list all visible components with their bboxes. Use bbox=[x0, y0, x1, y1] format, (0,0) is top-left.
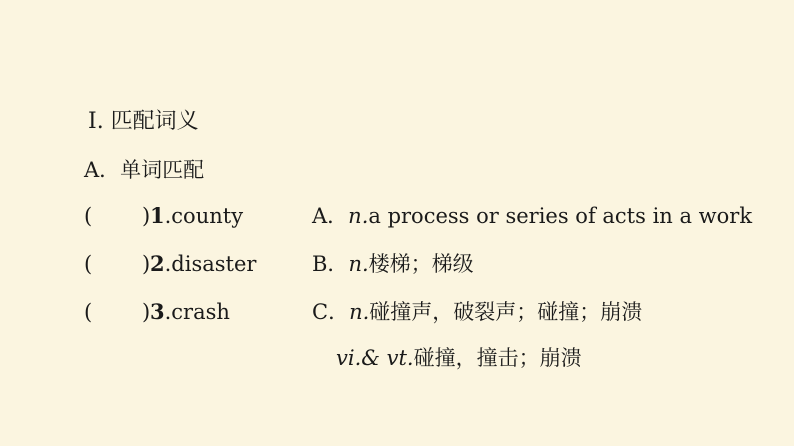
item-number: 3 bbox=[150, 299, 165, 324]
option-letter: B． bbox=[312, 252, 349, 276]
part-of-speech: n. bbox=[349, 300, 370, 324]
definition-text: 碰撞，撞击；崩溃 bbox=[413, 346, 582, 370]
match-item-3 bbox=[84, 294, 784, 330]
match-item-1 bbox=[84, 198, 784, 234]
word-text: .crash bbox=[164, 300, 230, 324]
subheading: A．单词匹配 bbox=[84, 158, 205, 182]
answer-blank-open: ( bbox=[84, 204, 93, 228]
part-of-speech: vi.& vt. bbox=[336, 346, 414, 370]
option-letter: C． bbox=[312, 300, 350, 324]
answer-blank-close: ) bbox=[142, 252, 151, 276]
definition bbox=[312, 294, 642, 330]
definition bbox=[312, 198, 752, 234]
vocab-word bbox=[150, 294, 230, 330]
option-letter: A． bbox=[312, 204, 349, 228]
definition-text: a process or series of acts in a work bbox=[368, 204, 753, 228]
part-of-speech: n. bbox=[348, 252, 369, 276]
word-text: .disaster bbox=[164, 252, 257, 276]
match-item-2 bbox=[84, 246, 784, 282]
part-of-speech: n. bbox=[348, 204, 369, 228]
item-number: 1 bbox=[150, 203, 165, 228]
answer-blank-open: ( bbox=[84, 300, 93, 324]
definition-continuation bbox=[336, 340, 582, 376]
vocab-word bbox=[150, 246, 256, 282]
answer-blank-close: ) bbox=[142, 300, 151, 324]
vocab-word bbox=[150, 198, 243, 234]
answer-blank-close: ) bbox=[142, 204, 151, 228]
definition bbox=[312, 246, 474, 282]
word-text: .county bbox=[164, 204, 244, 228]
answer-blank-open: ( bbox=[84, 252, 93, 276]
definition-text: 碰撞声，破裂声；碰撞；崩溃 bbox=[369, 300, 643, 324]
section-title: Ⅰ. 匹配词义 bbox=[88, 109, 199, 134]
item-number: 2 bbox=[150, 251, 165, 276]
definition-text: 楼梯；梯级 bbox=[368, 252, 474, 276]
